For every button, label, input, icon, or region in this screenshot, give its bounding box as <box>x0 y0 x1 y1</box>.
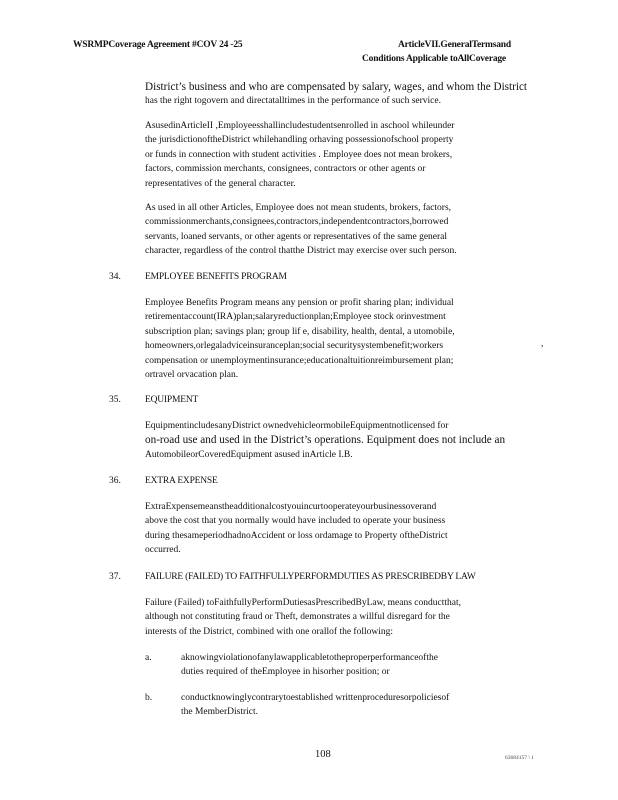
paragraph-line: AutomobileorCoveredEquipment asused inArticle I.B. <box>145 449 353 460</box>
section-number: 36. <box>109 476 121 486</box>
paragraph-line: has the right togovern and directatalltimes in the performance of such service. <box>145 96 441 107</box>
section-title: EXTRA EXPENSE <box>145 476 218 486</box>
paragraph-line: representatives of the general character. <box>145 178 296 189</box>
section-36-body <box>145 500 540 558</box>
paragraph-line: subscription plan; savings plan; group lif e, disability, health, dental, a utomobile, <box>145 326 455 337</box>
paragraph-line: servants, loaned servants, or other agents or representatives of the same general <box>145 231 448 242</box>
list-item-line: the MemberDistrict. <box>181 707 259 718</box>
paragraph-line: District’s business and who are compensated by salary, wages, and whom the District <box>145 81 528 93</box>
section-number: 34. <box>109 272 121 282</box>
intro-paragraph <box>145 80 540 109</box>
paragraph-line: factors, commission merchants, consignees, contractors or other agents or <box>145 164 426 175</box>
paragraph-line: homeowners,orlegaladviceinsuranceplan;social securitysystembenefit;workers <box>145 341 444 352</box>
paragraph-line: As used in all other Articles, Employee does not mean students, brokers, factors, <box>145 203 452 213</box>
paragraph-line: EquipmentincludesanyDistrict ownedvehicleormobileEquipmentnotlicensed for <box>145 421 449 431</box>
section-number: 37. <box>109 572 121 582</box>
list-item <box>181 651 541 680</box>
article-ii-paragraph <box>145 119 540 191</box>
paragraph-line: although not constituting fraud or Theft, demonstrates a willful disregard for the <box>145 612 450 623</box>
section-37-body <box>145 596 540 639</box>
header-agreement-title: WSRMPCoverage Agreement #COV 24 -25 <box>73 40 243 50</box>
page-number: 108 <box>315 749 331 760</box>
paragraph-line: the jurisdictionoftheDistrict whilehandling orhaving possessionofschool property <box>145 135 454 146</box>
header-article-subtitle: Conditions Applicable toAllCoverage <box>362 54 506 64</box>
paragraph-line: or funds in connection with student activities . Employee does not mean brokers, <box>145 149 453 160</box>
stray-comma-mark: , <box>541 339 544 349</box>
list-item-letter: b. <box>145 693 153 703</box>
paragraph-line: commissionmerchants,consignees,contractors,independentcontractors,borrowed <box>145 217 449 228</box>
paragraph-line: above the cost that you normally would have included to operate your business <box>145 516 446 527</box>
section-title: EQUIPMENT <box>145 395 199 405</box>
section-34-body <box>145 296 540 382</box>
section-title: FAILURE (FAILED) TO FAITHFULLYPERFORMDUTIES AS PRESCRIBEDBY LAW <box>145 572 476 582</box>
list-item-line: duties required of theEmployee in hisorher position; or <box>181 667 390 678</box>
other-articles-paragraph <box>145 201 540 259</box>
document-code: 63684157 \ 1 <box>505 755 535 761</box>
list-item <box>181 691 541 720</box>
list-item-line: aknowingviolationofanylawapplicabletotheproperperformanceofthe <box>181 653 438 663</box>
paragraph-line: Failure (Failed) toFaithfullyPerformDutiesasPrescribedByLaw, means conductthat, <box>145 598 461 608</box>
paragraph-line: on-road use and used in the District’s operations. Equipment does not include an <box>145 434 506 447</box>
paragraph-line: occurred. <box>145 545 181 556</box>
paragraph-line: AsusedinArticleII ,Employeesshallincludestudentsenrolled in aschool whileunder <box>145 121 455 131</box>
paragraph-line: compensation or unemploymentinsurance;educationaltuitionreimbursement plan; <box>145 355 454 366</box>
paragraph-line: interests of the District, combined with one orallof the following: <box>145 626 394 637</box>
paragraph-line: Employee Benefits Program means any pension or profit sharing plan; individual <box>145 298 454 308</box>
paragraph-line: retirementaccount(IRA)plan;salaryreductionplan;Employee stock orinvestment <box>145 312 446 323</box>
paragraph-line: ExtraExpensemeanstheadditionalcostyouincurtooperateyourbusinessoverand <box>145 502 437 512</box>
list-item-letter: a. <box>145 653 152 663</box>
paragraph-line: ortravel orvacation plan. <box>145 370 239 381</box>
list-item-line: conductknowinglycontrarytoestablished writtenproceduresorpoliciesof <box>181 693 450 703</box>
paragraph-line: during thesameperiodhadnoAccident or loss ordamage to Property oftheDistrict <box>145 530 448 541</box>
header-article-title: ArticleVII.GeneralTermsand <box>398 40 511 50</box>
paragraph-line: character, regardless of the control thatthe District may exercise over such person. <box>145 246 457 257</box>
section-number: 35. <box>109 395 121 405</box>
section-35-body <box>145 419 540 462</box>
section-title: EMPLOYEE BENEFITS PROGRAM <box>145 272 287 282</box>
